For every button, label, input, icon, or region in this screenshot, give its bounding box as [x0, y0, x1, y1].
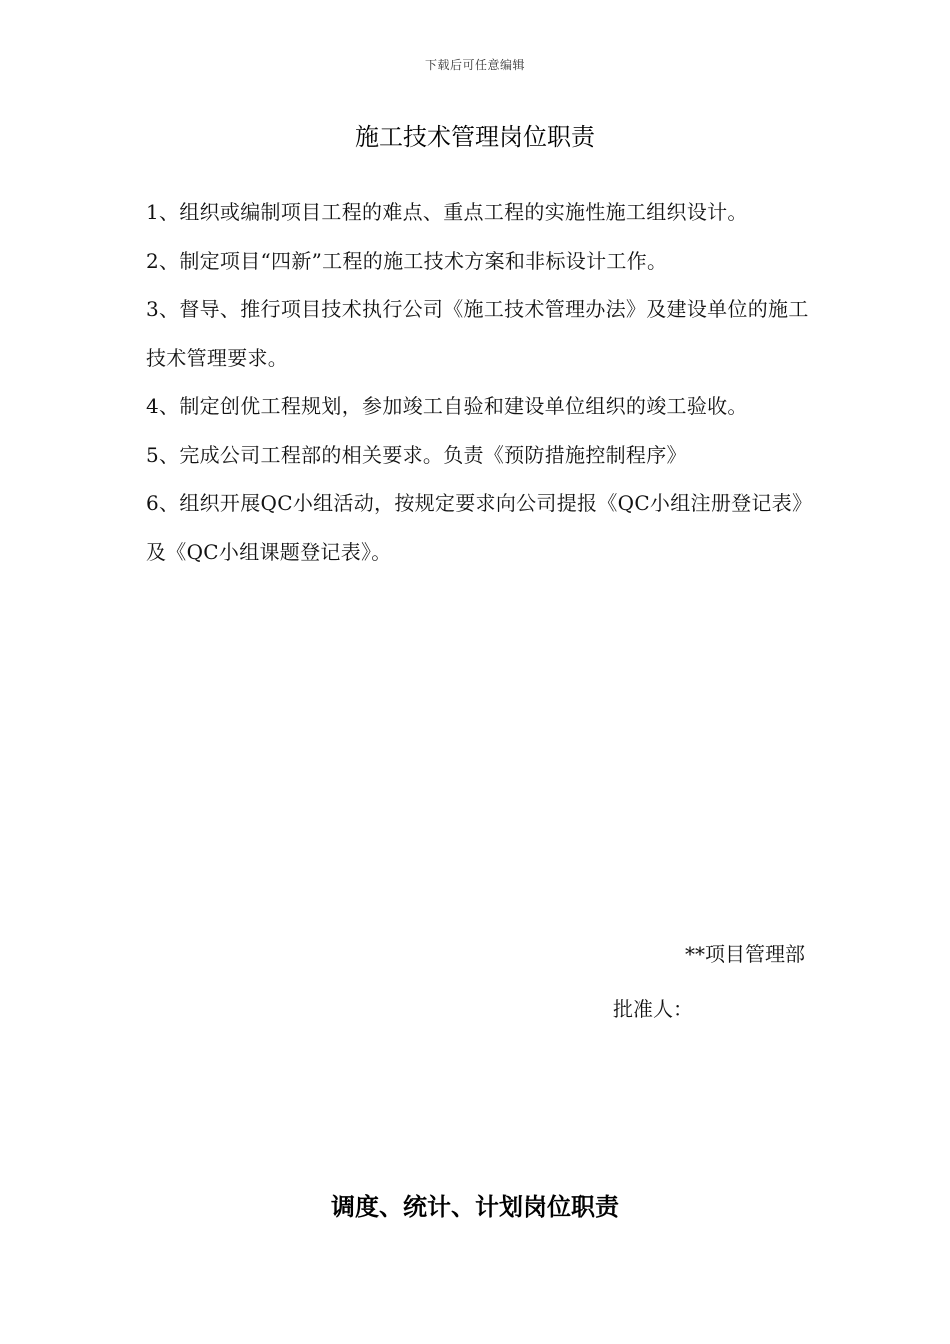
header-note: 下载后可任意编辑	[424, 58, 525, 72]
section-title-dispatch-statistics-planning: 调度、统计、计划岗位职责	[331, 1193, 619, 1221]
section-title-technical-management: 施工技术管理岗位职责	[355, 123, 595, 151]
duty-item-6: 6、组织开展QC小组活动，按规定要求向公司提报《QC小组注册登记表》及《QC小组课题登记表》。	[146, 491, 803, 564]
duty-item-2: 2、制定项目“四新”工程的施工技术方案和非标设计工作。	[146, 248, 668, 273]
duty-list	[146, 188, 811, 576]
duty-item-1: 1、组织或编制项目工程的难点、重点工程的实施性施工组织设计。	[146, 200, 748, 224]
department-signature: **项目管理部	[685, 942, 805, 966]
duty-item-4: 4、制定创优工程规划，参加竣工自验和建设单位组织的竣工验收。	[146, 394, 748, 418]
approver-label: 批准人：	[613, 997, 693, 1021]
duty-item-3: 3、督导、推行项目技术执行公司《施工技术管理办法》及建设单位的施工技术管理要求。	[146, 297, 809, 370]
duty-item-5: 5、完成公司工程部的相关要求。负责《预防措施控制程序》	[146, 442, 687, 467]
